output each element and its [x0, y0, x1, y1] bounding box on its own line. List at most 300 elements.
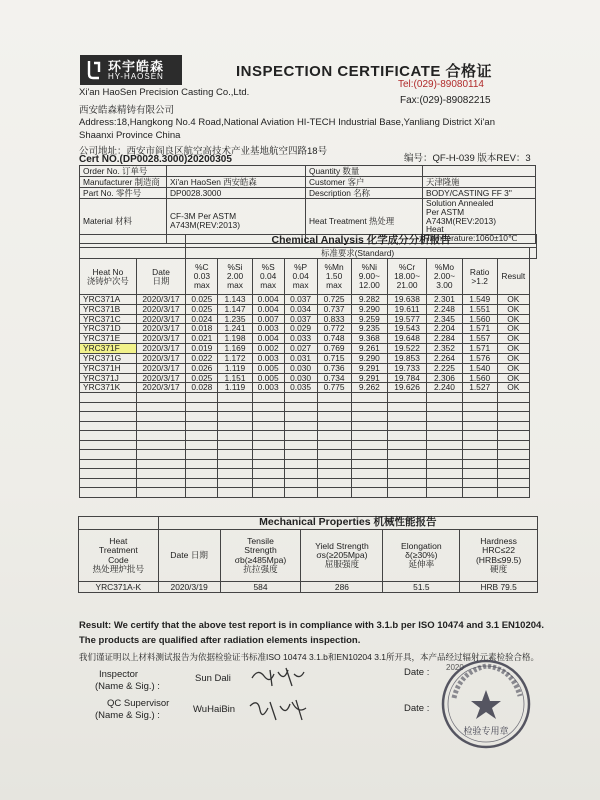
- chem-empty-cell: [387, 412, 426, 422]
- chem-cell: 0.003: [252, 324, 284, 334]
- chem-empty-row: [80, 431, 537, 441]
- chem-cell: 9.235: [351, 324, 387, 334]
- chem-cell: 2020/3/17: [136, 295, 186, 305]
- chem-cell: 0.775: [317, 383, 351, 393]
- stamp-text: 检验专用章: [463, 727, 509, 737]
- chem-cell: 9.259: [351, 314, 387, 324]
- chem-empty-cell: [351, 421, 387, 431]
- chem-cell: 9.282: [351, 295, 387, 305]
- chem-empty-cell: [427, 469, 463, 479]
- chem-cell: 0.004: [252, 334, 284, 344]
- mech-col-header: Yield Strength σs(≥205Mpa) 屈服强度: [301, 530, 383, 582]
- mech-cell: HRB 79.5: [460, 582, 538, 593]
- chem-empty-cell: [80, 393, 137, 403]
- chem-empty-cell: [218, 440, 252, 450]
- chem-empty-cell: [136, 402, 186, 412]
- chem-empty-cell: [317, 431, 351, 441]
- chem-cell: 1.241: [218, 324, 252, 334]
- chem-cell: 2.264: [427, 353, 463, 363]
- chem-empty-cell: [136, 431, 186, 441]
- mechanical-properties-title: Mechanical Properties 机械性能报告: [158, 517, 537, 530]
- address-line-1: Address:18,Hangkong No.4 Road,National Aviation HI-TECH Industrial Base,Yanliang District Xi'an: [79, 117, 495, 128]
- chem-empty-cell: [387, 440, 426, 450]
- chem-empty-cell: [136, 421, 186, 431]
- chem-cell: 0.019: [186, 344, 218, 354]
- customer-value: 天津隆施: [423, 177, 536, 188]
- chem-col-header: %C 0.03 max: [186, 259, 218, 295]
- chem-cell: 2.352: [427, 344, 463, 354]
- chem-row: [80, 304, 537, 314]
- qc-supervisor-label-1: QC Supervisor: [107, 698, 170, 709]
- chem-col-header: %P 0.04 max: [284, 259, 317, 295]
- chem-empty-cell: [497, 469, 529, 479]
- chem-col-header: %Si 2.00 max: [218, 259, 252, 295]
- chem-cell: OK: [497, 304, 529, 314]
- logo-mark-icon: [83, 58, 105, 82]
- result-line-1: Result: We certify that the above test report is in compliance with 3.1.b per ISO 10474 and 3.1 EN10204.: [79, 620, 544, 631]
- chem-cell: 0.003: [252, 383, 284, 393]
- mech-cell: 2020/3/19: [158, 582, 220, 593]
- chem-empty-cell: [186, 440, 218, 450]
- chem-col-header: %Mn 1.50 max: [317, 259, 351, 295]
- chem-cell: 9.291: [351, 363, 387, 373]
- chem-cell: OK: [497, 373, 529, 383]
- chemical-analysis-table: [79, 234, 537, 498]
- mech-col-header: Tensile Strength σb(≥485Mpa) 抗拉强度: [220, 530, 301, 582]
- chem-empty-cell: [387, 393, 426, 403]
- chem-empty-cell: [284, 402, 317, 412]
- mech-col-header: Hardness HRC≤22 (HRB≤99.5) 硬度: [460, 530, 538, 582]
- chem-empty-cell: [427, 488, 463, 498]
- chem-empty-cell: [186, 412, 218, 422]
- chem-cell: 1.172: [218, 353, 252, 363]
- chem-cell: 2020/3/17: [136, 363, 186, 373]
- chem-empty-cell: [218, 421, 252, 431]
- mech-cell: 51.5: [383, 582, 460, 593]
- chem-cell: 1.143: [218, 295, 252, 305]
- chem-empty-cell: [252, 421, 284, 431]
- address-cn: 公司地址：西安市阎良区航空高技术产业基地航空四路18号: [79, 146, 328, 157]
- chem-cell: 0.024: [186, 314, 218, 324]
- chem-cell: 1.147: [218, 304, 252, 314]
- heat-no-cell: YRC371H: [80, 363, 137, 373]
- chem-col-header: %Mo 2.00~ 3.00: [427, 259, 463, 295]
- chem-empty-cell: [136, 450, 186, 460]
- chem-empty-cell: [284, 450, 317, 460]
- chem-cell: 0.025: [186, 295, 218, 305]
- chem-cell: OK: [497, 383, 529, 393]
- material-value-line-2: A743M(REV:2013): [170, 220, 240, 231]
- chem-cell: 1.235: [218, 314, 252, 324]
- chem-empty-cell: [284, 488, 317, 498]
- chem-cell: 0.022: [186, 353, 218, 363]
- chem-cell: 9.291: [351, 373, 387, 383]
- description-label: Description 名称: [306, 188, 423, 199]
- mech-cell: 286: [301, 582, 383, 593]
- chem-empty-cell: [497, 459, 529, 469]
- chem-empty-cell: [462, 393, 497, 403]
- chem-empty-cell: [252, 488, 284, 498]
- chem-empty-cell: [462, 412, 497, 422]
- chem-cell: 0.736: [317, 363, 351, 373]
- chem-empty-cell: [351, 488, 387, 498]
- chem-cell: 0.029: [284, 324, 317, 334]
- inspector-label-1: Inspector: [99, 669, 139, 680]
- chem-empty-cell: [80, 488, 137, 498]
- chem-empty-cell: [462, 440, 497, 450]
- order-no-value: [167, 166, 306, 177]
- chem-cell: 0.748: [317, 334, 351, 344]
- chem-cell: 1.571: [462, 344, 497, 354]
- chem-row: [80, 363, 537, 373]
- chem-empty-row: [80, 469, 537, 479]
- chem-cell: 1.576: [462, 353, 497, 363]
- chem-cell: OK: [497, 344, 529, 354]
- chem-empty-cell: [462, 459, 497, 469]
- mech-col-header: Elongation δ(≥30%) 延伸率: [383, 530, 460, 582]
- chem-cell: 0.027: [284, 344, 317, 354]
- heat-no-cell: YRC371C: [80, 314, 137, 324]
- chem-empty-cell: [186, 478, 218, 488]
- chem-cell: 0.033: [284, 334, 317, 344]
- chem-empty-row: [80, 393, 537, 403]
- chem-cell: 0.002: [252, 344, 284, 354]
- heat-no-cell: YRC371A: [80, 295, 137, 305]
- document-title: INSPECTION CERTIFICATE 合格证: [236, 63, 493, 80]
- chem-empty-cell: [252, 412, 284, 422]
- chem-row: [80, 353, 537, 363]
- heat-no-cell: YRC371B: [80, 304, 137, 314]
- chem-cell: 0.004: [252, 304, 284, 314]
- part-no-label: Part No. 零件号: [80, 188, 167, 199]
- chem-cell: 2.248: [427, 304, 463, 314]
- mech-header-row: [79, 530, 538, 582]
- mech-cell: 584: [220, 582, 301, 593]
- chem-cell: 0.772: [317, 324, 351, 334]
- chem-empty-cell: [351, 459, 387, 469]
- chem-empty-cell: [218, 469, 252, 479]
- inspector-label-2: (Name & Sig.) :: [95, 681, 160, 692]
- chem-cell: 2.204: [427, 324, 463, 334]
- chem-empty-row: [80, 459, 537, 469]
- chem-cell: 0.037: [284, 295, 317, 305]
- chem-cell: 1.557: [462, 334, 497, 344]
- mech-cell: YRC371A-K: [79, 582, 159, 593]
- chem-cell: 19.648: [387, 334, 426, 344]
- heat-no-cell: YRC371E: [80, 334, 137, 344]
- chem-empty-cell: [284, 469, 317, 479]
- chem-cell: 0.737: [317, 304, 351, 314]
- chem-col-header: Ratio >1.2: [462, 259, 497, 295]
- chem-empty-cell: [427, 402, 463, 412]
- chem-empty-cell: [80, 431, 137, 441]
- chem-cell: OK: [497, 314, 529, 324]
- chem-empty-cell: [317, 459, 351, 469]
- chem-empty-cell: [186, 488, 218, 498]
- chem-empty-cell: [351, 469, 387, 479]
- chem-cell: 0.715: [317, 353, 351, 363]
- chem-cell: 19.626: [387, 383, 426, 393]
- chem-empty-cell: [136, 488, 186, 498]
- chem-empty-cell: [387, 402, 426, 412]
- chem-empty-cell: [284, 393, 317, 403]
- chem-cell: 19.638: [387, 295, 426, 305]
- chemical-analysis-title: Chemical Analysis 化学成分分析报告: [186, 235, 537, 248]
- chem-cell: 1.560: [462, 373, 497, 383]
- chem-empty-cell: [252, 450, 284, 460]
- qc-supervisor-name: WuHaiBin: [193, 704, 236, 715]
- chem-col-header: %Ni 9.00~ 12.00: [351, 259, 387, 295]
- chem-empty-cell: [136, 469, 186, 479]
- telephone: Tel:(029)-89080114: [398, 79, 484, 90]
- chem-cell: 0.005: [252, 363, 284, 373]
- chem-empty-cell: [218, 402, 252, 412]
- manufacturer-value: Xi'an HaoSen 西安皓森: [167, 177, 306, 188]
- chem-empty-cell: [317, 450, 351, 460]
- chem-cell: 19.611: [387, 304, 426, 314]
- chem-cell: 0.030: [284, 373, 317, 383]
- chem-empty-cell: [317, 421, 351, 431]
- heat-treatment-line-1: Solution Annealed: [426, 198, 494, 208]
- chem-col-header: %Cr 18.00~ 21.00: [387, 259, 426, 295]
- chem-cell: 2020/3/17: [136, 344, 186, 354]
- chem-cell: 0.005: [252, 373, 284, 383]
- chem-empty-cell: [351, 478, 387, 488]
- chem-cell: 0.769: [317, 344, 351, 354]
- quantity-label: Quantity 数量: [306, 166, 423, 177]
- chem-empty-cell: [387, 450, 426, 460]
- chem-cell: 1.540: [462, 363, 497, 373]
- chem-empty-cell: [186, 402, 218, 412]
- chem-empty-cell: [497, 431, 529, 441]
- chem-empty-cell: [284, 421, 317, 431]
- chem-cell: 1.169: [218, 344, 252, 354]
- chem-empty-cell: [351, 393, 387, 403]
- chem-empty-row: [80, 402, 537, 412]
- chem-empty-cell: [462, 402, 497, 412]
- chem-col-header: Heat No 浇铸炉次号: [80, 259, 137, 295]
- heat-treatment-line-2: Per ASTM A743M(REV:2013): [426, 206, 496, 226]
- manufacturer-label: Manufacturer 制造商: [80, 177, 167, 188]
- part-no-value: DP0028.3000: [167, 188, 306, 199]
- heat-no-cell: YRC371J: [80, 373, 137, 383]
- chem-cell: 9.290: [351, 304, 387, 314]
- chem-row: [80, 295, 537, 305]
- chem-empty-row: [80, 488, 537, 498]
- chem-empty-cell: [387, 421, 426, 431]
- chem-cell: 2020/3/17: [136, 353, 186, 363]
- mech-col-header: Date 日期: [158, 530, 220, 582]
- heat-no-cell: YRC371G: [80, 353, 137, 363]
- inspector-signature: [248, 664, 308, 690]
- chem-cell: 9.262: [351, 383, 387, 393]
- chem-cell: 0.004: [252, 295, 284, 305]
- chem-empty-cell: [252, 459, 284, 469]
- chem-empty-cell: [80, 412, 137, 422]
- mech-row: [79, 582, 538, 593]
- chem-cell: OK: [497, 334, 529, 344]
- chem-cell: 2.284: [427, 334, 463, 344]
- chem-cell: OK: [497, 353, 529, 363]
- chem-empty-cell: [252, 440, 284, 450]
- chem-empty-cell: [387, 459, 426, 469]
- chem-empty-cell: [80, 440, 137, 450]
- chem-empty-cell: [497, 412, 529, 422]
- chem-empty-row: [80, 412, 537, 422]
- chem-cell: 0.035: [284, 383, 317, 393]
- chem-empty-cell: [284, 440, 317, 450]
- chem-cell: OK: [497, 363, 529, 373]
- chem-cell: 1.560: [462, 314, 497, 324]
- chem-empty-cell: [252, 469, 284, 479]
- chem-cell: 0.028: [186, 383, 218, 393]
- chem-cell: 1.198: [218, 334, 252, 344]
- heat-no-cell: YRC371F: [80, 344, 137, 354]
- chem-col-header: Result: [497, 259, 529, 295]
- chem-empty-cell: [497, 421, 529, 431]
- chem-empty-cell: [317, 469, 351, 479]
- chem-empty-cell: [186, 459, 218, 469]
- chem-empty-cell: [351, 402, 387, 412]
- chem-cell: 0.037: [284, 314, 317, 324]
- chem-empty-cell: [387, 488, 426, 498]
- chem-cell: 0.007: [252, 314, 284, 324]
- mech-col-header: Heat Treatment Code 热处理炉批号: [79, 530, 159, 582]
- chem-empty-cell: [218, 412, 252, 422]
- standard-label: 标准要求(Standard): [186, 248, 530, 259]
- chem-empty-cell: [497, 402, 529, 412]
- chem-cell: 2.225: [427, 363, 463, 373]
- chem-empty-cell: [218, 459, 252, 469]
- chem-empty-cell: [427, 450, 463, 460]
- chem-cell: 1.571: [462, 324, 497, 334]
- chem-empty-cell: [317, 440, 351, 450]
- qc-date-label: Date :: [404, 703, 430, 714]
- chem-empty-cell: [186, 431, 218, 441]
- result-line-2: The products are qualified after radiation elements inspection.: [79, 635, 361, 646]
- chem-empty-cell: [136, 440, 186, 450]
- chem-empty-cell: [497, 478, 529, 488]
- chem-empty-cell: [387, 469, 426, 479]
- chem-empty-cell: [462, 469, 497, 479]
- chem-cell: 0.031: [284, 353, 317, 363]
- chem-cell: 0.833: [317, 314, 351, 324]
- chem-cell: 1.151: [218, 373, 252, 383]
- order-info-table: [79, 165, 536, 244]
- chem-empty-cell: [186, 393, 218, 403]
- chem-cell: 2.301: [427, 295, 463, 305]
- material-value-line-1: CF-3M Per ASTM: [170, 211, 237, 222]
- chem-empty-cell: [427, 421, 463, 431]
- chem-empty-cell: [252, 402, 284, 412]
- chem-body: [80, 295, 537, 498]
- customer-label: Customer 客户: [306, 177, 423, 188]
- chem-cell: OK: [497, 295, 529, 305]
- chem-cell: 19.543: [387, 324, 426, 334]
- chem-empty-cell: [317, 478, 351, 488]
- chem-empty-cell: [218, 478, 252, 488]
- chem-empty-cell: [136, 412, 186, 422]
- chem-cell: 2020/3/17: [136, 373, 186, 383]
- chem-empty-cell: [252, 478, 284, 488]
- chem-cell: 19.784: [387, 373, 426, 383]
- logo-english-text: HY-HAOSEN: [108, 72, 164, 81]
- description-value: BODY/CASTING FF 3": [423, 188, 536, 199]
- chem-empty-cell: [351, 412, 387, 422]
- chem-empty-cell: [427, 459, 463, 469]
- chem-empty-cell: [136, 478, 186, 488]
- chem-empty-cell: [186, 421, 218, 431]
- company-name-en: Xi'an HaoSen Precision Casting Co.,Ltd.: [79, 87, 250, 98]
- chem-empty-row: [80, 421, 537, 431]
- chem-row: [80, 383, 537, 393]
- certificate-number: Cert NO.(DP0028.3000)20200305: [79, 154, 232, 165]
- chem-cell: 0.003: [252, 353, 284, 363]
- material-label: Material 材料: [80, 199, 167, 244]
- chem-empty-cell: [427, 478, 463, 488]
- qc-supervisor-signature: [246, 696, 314, 724]
- address-line-2: Shaanxi Province China: [79, 130, 181, 141]
- chem-cell: 0.026: [186, 363, 218, 373]
- chem-empty-cell: [252, 393, 284, 403]
- chem-cell: 2.306: [427, 373, 463, 383]
- chem-cell: 2020/3/17: [136, 324, 186, 334]
- chem-empty-cell: [218, 431, 252, 441]
- chem-cell: 0.018: [186, 324, 218, 334]
- chem-cell: 2.345: [427, 314, 463, 324]
- chem-empty-cell: [136, 459, 186, 469]
- chem-cell: 19.853: [387, 353, 426, 363]
- chem-empty-cell: [252, 431, 284, 441]
- chem-empty-cell: [317, 393, 351, 403]
- logo-chinese-text: 环宇皓森: [108, 59, 165, 74]
- chem-empty-cell: [351, 450, 387, 460]
- chem-empty-cell: [387, 431, 426, 441]
- chem-empty-cell: [284, 459, 317, 469]
- chem-empty-cell: [284, 431, 317, 441]
- chem-cell: 19.522: [387, 344, 426, 354]
- chem-col-header: Date 日期: [136, 259, 186, 295]
- chem-empty-cell: [80, 450, 137, 460]
- chem-empty-cell: [317, 488, 351, 498]
- chem-empty-cell: [462, 450, 497, 460]
- chem-cell: 1.551: [462, 304, 497, 314]
- chem-cell: 2020/3/17: [136, 304, 186, 314]
- heat-treatment-label: Heat Treatment 热处理: [306, 199, 423, 244]
- chem-empty-cell: [80, 459, 137, 469]
- chem-cell: 2020/3/17: [136, 383, 186, 393]
- chem-empty-cell: [462, 431, 497, 441]
- chem-empty-cell: [186, 450, 218, 460]
- chem-empty-cell: [427, 393, 463, 403]
- qc-supervisor-label-2: (Name & Sig.) :: [95, 710, 160, 721]
- chem-cell: 0.025: [186, 304, 218, 314]
- chem-empty-cell: [462, 478, 497, 488]
- chem-empty-cell: [497, 488, 529, 498]
- chem-cell: 1.119: [218, 383, 252, 393]
- chem-empty-row: [80, 440, 537, 450]
- form-number: 编号：QF-H-039 版本REV：3: [404, 153, 531, 164]
- heat-no-cell: YRC371D: [80, 324, 137, 334]
- inspector-date-value: 2020: [446, 663, 464, 672]
- chem-empty-row: [80, 478, 537, 488]
- chem-empty-cell: [80, 478, 137, 488]
- chem-cell: 0.025: [186, 373, 218, 383]
- heat-treatment-line-3: Heat Temperature:1060±10℃: [426, 224, 518, 244]
- heat-no-cell: YRC371K: [80, 383, 137, 393]
- chem-cell: 0.021: [186, 334, 218, 344]
- chem-empty-cell: [351, 440, 387, 450]
